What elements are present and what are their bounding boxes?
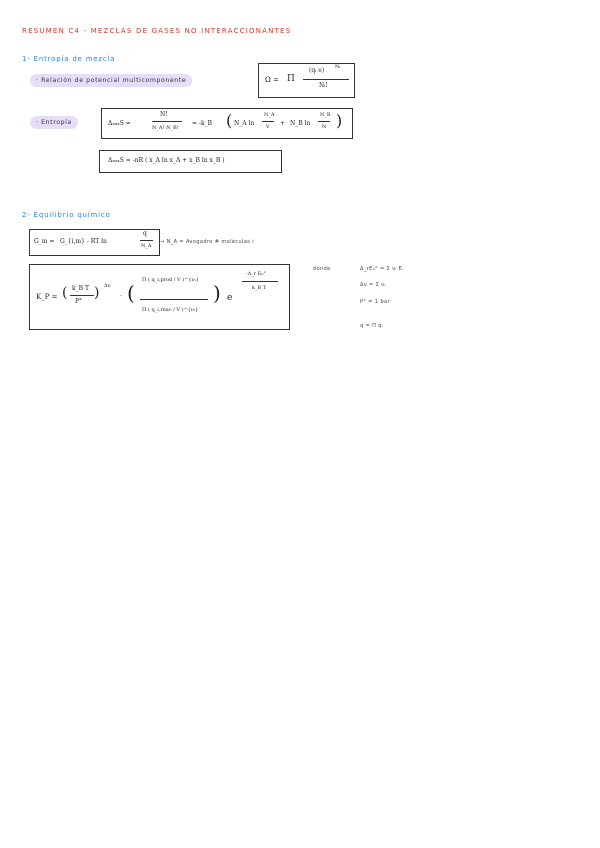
gibbs-denominator: N_A xyxy=(141,243,152,249)
where-line-2: Δν = Σ νᵢ xyxy=(360,282,386,288)
where-line-3: P° = 1 bar xyxy=(360,299,390,305)
kp-base-exponent: Δν xyxy=(104,283,111,289)
mix-entropy-denominator: N_A! N_B! xyxy=(152,125,179,131)
term2-denominator: N xyxy=(322,124,327,130)
avogadro-note: → N_A = Avogadro # moléculas i xyxy=(160,239,255,245)
kp-lhs: K_P = xyxy=(36,293,58,301)
equation-box-mixing-entropy xyxy=(101,108,353,139)
omega-denominator: Nᵢ! xyxy=(319,82,328,89)
omega-numerator-exponent: Nᵢ xyxy=(335,64,341,70)
equation-box-mixing-entropy-molar xyxy=(99,150,282,173)
kp-dot: · xyxy=(120,293,122,300)
kp-base-numerator: k_B T xyxy=(72,285,89,292)
mix-entropy-kb: = -k_B xyxy=(192,120,213,127)
term1-ln: N_A ln xyxy=(234,120,255,127)
kp-big-paren-open: ( xyxy=(127,281,135,305)
equation-box-kp xyxy=(29,264,290,330)
kp-exp-denominator: k_B T xyxy=(252,285,267,291)
page-title: RESUMEN C4 - MEZCLAS DE GASES NO INTERACCIONANTES xyxy=(22,27,292,35)
kp-paren-open: ( xyxy=(62,285,68,301)
kp-exp-numerator: -Δ_r E₀° xyxy=(246,271,266,277)
mix-entropy-molar: ΔₘᵢₓS = -nR ( x_A ln x_A + x_B ln x_B ) xyxy=(108,157,225,164)
equation-box-gibbs xyxy=(29,229,160,256)
kp-product-fraction-bar xyxy=(140,299,208,300)
equation-box-omega xyxy=(258,63,355,98)
gibbs-numerator: q xyxy=(143,230,147,237)
term1-denominator: V xyxy=(266,124,270,130)
kp-big-paren-close: ) xyxy=(213,281,221,305)
kp-exponential-e: e xyxy=(227,293,233,303)
term2-ln: N_B ln xyxy=(290,120,311,127)
section-heading-equilibrium: 2- Equilibrio químico xyxy=(22,211,111,219)
omega-numerator: (qᵢ e) xyxy=(309,67,325,74)
kp-product-numerator: Π ( q_i,prod / V )^{νᵢ} xyxy=(142,277,199,283)
open-paren: ( xyxy=(226,111,233,130)
omega-fraction-bar xyxy=(303,79,349,80)
mix-entropy-lhs: ΔₘᵢₓS = xyxy=(108,120,131,127)
highlight-multicomponent-label: · Relación de potencial multicomponente xyxy=(30,74,192,87)
term1-numerator: N_A xyxy=(264,112,275,118)
gibbs-term: G_{i,m} - RT ln xyxy=(60,238,107,245)
kp-product-denominator: Π ( q_i,reac / V )^{νᵢ} xyxy=(142,307,199,313)
kp-base-fraction-bar xyxy=(70,295,94,296)
where-line-4: q = Π qᵢ xyxy=(360,323,384,329)
plus-sign: + xyxy=(280,120,286,127)
kp-exp-fraction-bar xyxy=(242,281,278,282)
close-paren: ) xyxy=(336,111,343,130)
highlight-entropy-label: · Entropía xyxy=(30,116,78,129)
kp-base-denominator: P° xyxy=(75,298,83,305)
where-line-1: Δ_rE₀° = Σ νᵢ Eᵢ xyxy=(360,266,404,272)
term2-fraction-bar xyxy=(318,121,330,122)
gibbs-lhs: G_m = xyxy=(34,238,55,245)
omega-lhs: Ω = xyxy=(265,76,279,84)
kp-paren-close: ) xyxy=(94,285,100,301)
product-symbol: Π xyxy=(287,74,295,84)
gibbs-fraction-bar xyxy=(140,240,153,241)
where-label: donde xyxy=(313,266,331,272)
mix-entropy-fraction-bar xyxy=(152,121,182,122)
term2-numerator: N_B xyxy=(320,112,331,118)
term1-fraction-bar xyxy=(262,121,274,122)
section-heading-entropy: 1- Entropía de mezcla xyxy=(22,55,116,63)
mix-entropy-numerator: N! xyxy=(160,111,168,118)
